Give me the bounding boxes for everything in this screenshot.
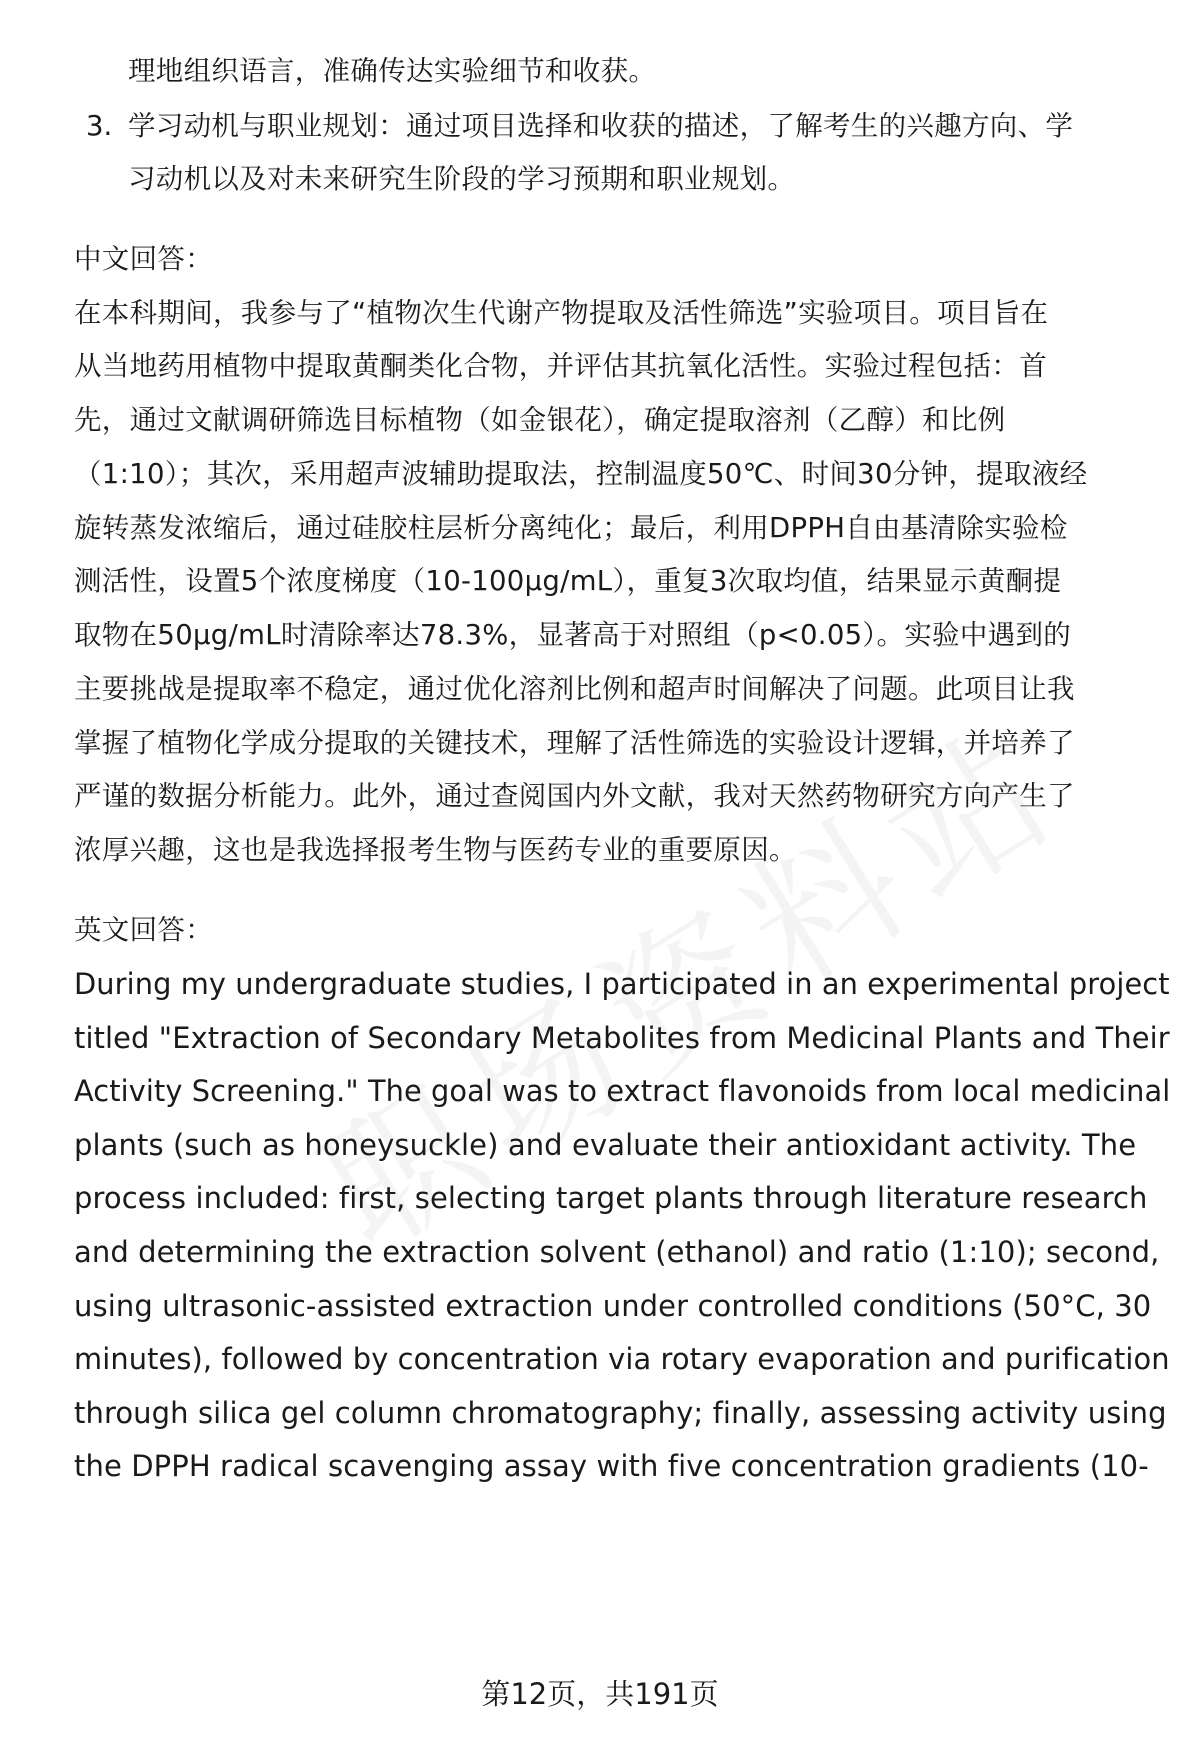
chinese-line: 取物在50μg/mL时清除率达78.3%，显著高于对照组（p<0.05）。实验中遇到的 (74, 619, 1072, 651)
chinese-answer-heading: 中文回答： (74, 243, 213, 275)
english-line: Activity Screening." The goal was to extract flavonoids from local medicinal (74, 1074, 1171, 1108)
page-number-footer: 第12页，共191页 (481, 1677, 719, 1711)
chinese-line: 主要挑战是提取率不稳定，通过优化溶剂比例和超声时间解决了问题。此项目让我 (74, 673, 1075, 705)
english-line: and determining the extraction solvent (ethanol) and ratio (1:10); second, (74, 1235, 1160, 1269)
paragraph-line: 理地组织语言，准确传达实验细节和收获。 (128, 55, 657, 87)
chinese-line: 在本科期间，我参与了“植物次生代谢产物提取及活性筛选”实验项目。项目旨在 (74, 297, 1049, 329)
list-item-line: 学习动机与职业规划：通过项目选择和收获的描述，了解考生的兴趣方向、学 (128, 110, 1074, 142)
english-line: During my undergraduate studies, I participated in an experimental project (74, 967, 1170, 1001)
chinese-line: 测活性，设置5个浓度梯度（10-100μg/mL），重复3次取均值，结果显示黄酮提 (74, 565, 1062, 597)
english-line: process included: first, selecting target plants through literature research (74, 1181, 1148, 1215)
list-number: 3. (86, 110, 113, 142)
chinese-line: 先，通过文献调研筛选目标植物（如金银花），确定提取溶剂（乙醇）和比例 (74, 404, 1006, 436)
english-line: the DPPH radical scavenging assay with five concentration gradients (10- (74, 1449, 1149, 1483)
list-item-line: 习动机以及对未来研究生阶段的学习预期和职业规划。 (128, 163, 796, 195)
english-answer-heading: 英文回答： (74, 914, 213, 946)
chinese-line: 掌握了植物化学成分提取的关键技术，理解了活性筛选的实验设计逻辑，并培养了 (74, 727, 1075, 759)
chinese-line: 从当地药用植物中提取黄酮类化合物，并评估其抗氧化活性。实验过程包括：首 (74, 350, 1047, 382)
chinese-line: （1:10）；其次，采用超声波辅助提取法，控制温度50℃、时间30分钟，提取液经 (74, 458, 1088, 490)
english-line: using ultrasonic-assisted extraction under controlled conditions (50°C, 30 (74, 1289, 1152, 1323)
english-line: plants (such as honeysuckle) and evaluate their antioxidant activity. The (74, 1128, 1137, 1162)
english-line: titled "Extraction of Secondary Metabolites from Medicinal Plants and Their (74, 1021, 1170, 1055)
chinese-line: 严谨的数据分析能力。此外，通过查阅国内外文献，我对天然药物研究方向产生了 (74, 780, 1075, 812)
chinese-line: 浓厚兴趣，这也是我选择报考生物与医药专业的重要原因。 (74, 834, 797, 866)
english-line: through silica gel column chromatography; finally, assessing activity using (74, 1396, 1167, 1430)
chinese-line: 旋转蒸发浓缩后，通过硅胶柱层析分离纯化；最后，利用DPPH自由基清除实验检 (74, 512, 1068, 544)
english-line: minutes), followed by concentration via rotary evaporation and purification (74, 1342, 1170, 1376)
